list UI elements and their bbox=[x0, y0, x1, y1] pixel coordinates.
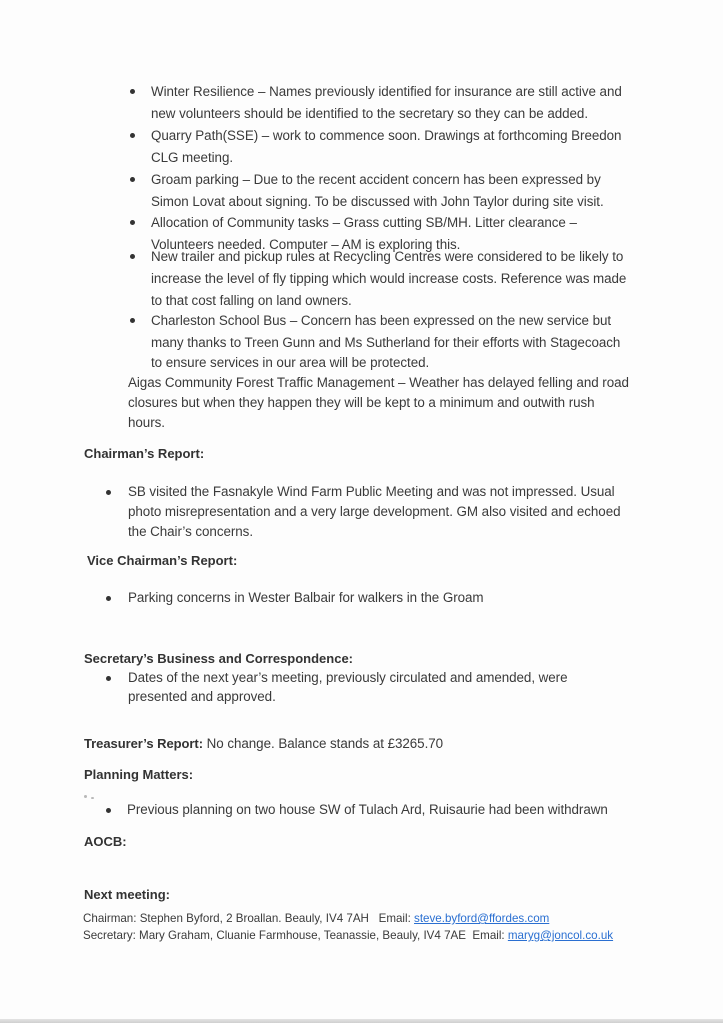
list-item-line: Previous planning on two house SW of Tulach Ard, Ruisaurie had been withdrawn bbox=[127, 802, 608, 817]
paragraph-line: Aigas Community Forest Traffic Management – Weather has delayed felling and road bbox=[128, 375, 629, 390]
list-item-line: CLG meeting. bbox=[151, 150, 234, 165]
chairman-contact-text: Chairman: Stephen Byford, 2 Broallan. Beauly, IV4 7AH Email: bbox=[83, 912, 415, 925]
treasurers-report-section bbox=[84, 733, 443, 755]
list-item-line: Winter Resilience – Names previously identified for insurance are still active and bbox=[151, 84, 622, 99]
scan-specks bbox=[84, 795, 106, 803]
list-item-line: Allocation of Community tasks – Grass cutting SB/MH. Litter clearance – bbox=[151, 215, 577, 230]
bullet-icon bbox=[130, 220, 135, 225]
list-item-line: new volunteers should be identified to the secretary so they can be added. bbox=[151, 106, 588, 121]
list-item-line: Dates of the next year’s meeting, previously circulated and amended, were bbox=[128, 670, 568, 685]
section-heading: Vice Chairman’s Report: bbox=[87, 553, 238, 568]
bullet-icon bbox=[106, 676, 111, 681]
treasurers-report-text: No change. Balance stands at £3265.70 bbox=[206, 736, 444, 751]
section-heading: Treasurer’s Report: bbox=[84, 736, 203, 751]
secretary-contact-text: Secretary: Mary Graham, Cluanie Farmhouse, Teanassie, Beauly, IV4 7AE Email: bbox=[83, 929, 508, 942]
section-heading: Chairman’s Report: bbox=[84, 446, 205, 461]
bullet-icon bbox=[130, 318, 135, 323]
aocb-heading: AOCB: bbox=[84, 834, 127, 849]
list-item-line: the Chair’s concerns. bbox=[128, 524, 253, 539]
list-item-line: New trailer and pickup rules at Recycling Centres were considered to be likely to bbox=[151, 249, 624, 264]
bullet-icon bbox=[130, 133, 135, 138]
list-item-line: Volunteers needed. Computer – AM is exploring this. bbox=[151, 237, 461, 252]
list-item-line: presented and approved. bbox=[128, 689, 276, 704]
bullet-icon bbox=[130, 89, 135, 94]
bullet-icon bbox=[130, 177, 135, 182]
list-item-line: photo misrepresentation and a very large development. GM also visited and echoed bbox=[128, 504, 621, 519]
bullet-icon bbox=[130, 254, 135, 259]
page-bottom-edge bbox=[0, 1019, 723, 1023]
section-heading: Planning Matters: bbox=[84, 767, 194, 782]
bullet-icon bbox=[106, 490, 111, 495]
next-meeting-heading: Next meeting: bbox=[84, 887, 170, 902]
paragraph-line: closures but when they happen they will be kept to a minimum and outwith rush bbox=[128, 395, 595, 410]
section-heading: Secretary’s Business and Correspondence: bbox=[84, 651, 354, 666]
secretary-contact bbox=[83, 927, 613, 944]
bullet-icon bbox=[106, 596, 111, 601]
list-item-line: increase the level of fly tipping which would increase costs. Reference was made bbox=[151, 271, 627, 286]
list-item-line: Parking concerns in Wester Balbair for walkers in the Groam bbox=[128, 590, 484, 605]
list-item-line: many thanks to Treen Gunn and Ms Sutherland for their efforts with Stagecoach bbox=[151, 335, 621, 350]
chairman-email-link[interactable]: steve.byford@ffordes.com bbox=[414, 912, 550, 925]
paragraph-line: hours. bbox=[128, 415, 165, 430]
list-item-line: Quarry Path(SSE) – work to commence soon. Drawings at forthcoming Breedon bbox=[151, 128, 622, 143]
list-item-line: to that cost falling on land owners. bbox=[151, 293, 352, 308]
list-item-line: to ensure services in our area will be protected. bbox=[151, 355, 430, 370]
list-item-line: SB visited the Fasnakyle Wind Farm Public Meeting and was not impressed. Usual bbox=[128, 484, 615, 499]
list-item-line: Charleston School Bus – Concern has been expressed on the new service but bbox=[151, 313, 612, 328]
list-item-line: Groam parking – Due to the recent accident concern has been expressed by bbox=[151, 172, 601, 187]
list-item-line: Simon Lovat about signing. To be discussed with John Taylor during site visit. bbox=[151, 194, 604, 209]
chairman-contact bbox=[83, 910, 549, 927]
bullet-icon bbox=[106, 808, 111, 813]
secretary-email-link[interactable]: maryg@joncol.co.uk bbox=[507, 929, 614, 942]
